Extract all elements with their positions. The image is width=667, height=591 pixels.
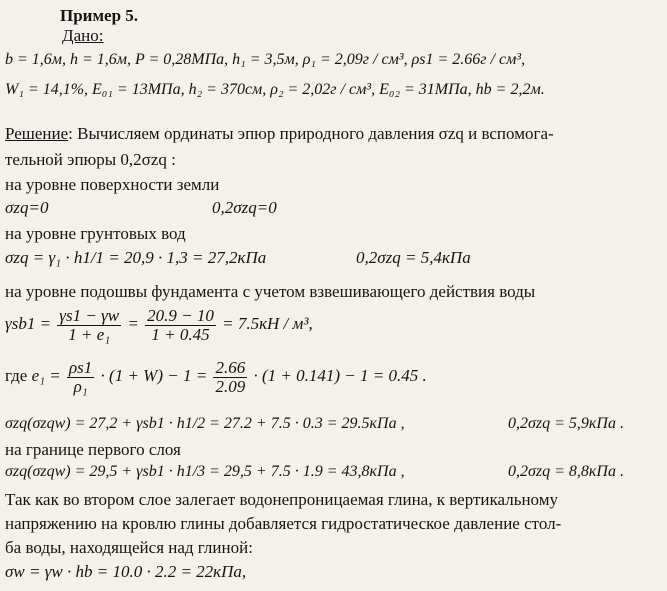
void-ratio-result: · (1 + 0.141) − 1 = 0.45 . <box>253 366 427 385</box>
void-ratio-fraction-1 <box>67 359 94 396</box>
gamma-sb1-denominator-1: 1 + e₁ <box>68 324 111 344</box>
clay-paragraph-line-1: Так как во втором слое залегает водонепроницаемая глина, к вертикальному <box>5 490 558 509</box>
first-layer-eq-1: σzq(σzqw) = 29,5 + γsb1 · h1/3 = 29,5 + 7.5 · 1.9 = 43,8кПа , <box>5 463 405 480</box>
void-ratio-lhs: e₁ = <box>31 366 61 385</box>
solution-label: Решение <box>5 124 69 143</box>
first-layer-heading: на границе первого слоя <box>5 440 181 459</box>
clay-paragraph-line-3: ба воды, находящейся над глиной: <box>5 538 253 557</box>
void-ratio-denominator-2: 2.09 <box>215 376 246 396</box>
gamma-sb1-denominator-2: 1 + 0.45 <box>151 324 210 344</box>
example-title: Пример 5. <box>60 6 139 25</box>
ground-surface-eq-2: 0,2σzq=0 <box>212 198 277 217</box>
void-ratio-numerator-2: 2.66 <box>215 357 246 377</box>
ground-surface-heading: на уровне поверхности земли <box>5 175 220 194</box>
ground-surface-eq-1: σzq=0 <box>5 198 49 217</box>
gamma-sb1-fraction-1 <box>57 307 121 344</box>
given-line-1: b = 1,6м, h = 1,6м, P = 0,28МПа, h₁ = 3,5м, ρ₁ = 2,09г / см³, ρs1 = 2.66г / см³, <box>5 51 526 68</box>
gamma-sb1-numerator-2: 20.9 − 10 <box>147 305 214 325</box>
groundwater-eq-2: 0,2σzq = 5,4кПа <box>356 248 471 267</box>
void-ratio-middle: · (1 + W) − 1 = <box>100 366 208 385</box>
gamma-sb1-equals: = <box>127 314 139 333</box>
void-ratio-numerator-1: ρs1 <box>69 357 93 377</box>
groundwater-heading: на уровне грунтовых вод <box>5 224 186 243</box>
foundation-eq-2: 0,2σzq = 5,9кПа . <box>508 415 624 432</box>
foundation-heading: на уровне подошвы фундамента с учетом взвешивающего действия воды <box>5 282 536 301</box>
gamma-sb1-lhs: γsb1 = <box>5 314 52 333</box>
foundation-eq-1: σzq(σzqw) = 27,2 + γsb1 · h1/2 = 27.2 + 7.5 · 0.3 = 29.5кПа , <box>5 415 405 432</box>
gamma-sb1-numerator-1: γs1 − γw <box>59 305 120 325</box>
given-line-2: W₁ = 14,1%, E₀₁ = 13МПа, h₂ = 370см, ρ₂ = 2,02г / см³, E₀₂ = 31МПа, hb = 2,2м. <box>5 81 545 98</box>
given-label: Дано: <box>62 26 104 45</box>
gamma-sb1-result: = 7.5кН / м³, <box>222 314 313 333</box>
void-ratio-prefix: где <box>5 366 28 385</box>
void-ratio-formula <box>5 354 427 398</box>
solution-intro-line-2: тельной эпюры 0,2σzq : <box>5 150 176 169</box>
gamma-sb1-fraction-2 <box>145 307 216 344</box>
solution-intro-line-1 <box>5 124 554 144</box>
void-ratio-fraction-2 <box>213 359 247 396</box>
solution-intro-text: : Вычисляем ординаты эпюр природного давления σzq и вспомога- <box>68 124 554 143</box>
void-ratio-denominator-1: ρ₁ <box>73 376 88 396</box>
clay-paragraph-line-2: напряжению на кровлю глины добавляется гидростатическое давление стол- <box>5 514 562 533</box>
first-layer-eq-2: 0,2σzq = 8,8кПа . <box>508 463 624 480</box>
groundwater-eq-1: σzq = γ₁ · h1/1 = 20,9 · 1,3 = 27,2кПа <box>5 248 267 267</box>
gamma-sb1-formula <box>5 302 313 346</box>
hydrostatic-eq: σw = γw · hb = 10.0 · 2.2 = 22кПа, <box>5 562 247 581</box>
